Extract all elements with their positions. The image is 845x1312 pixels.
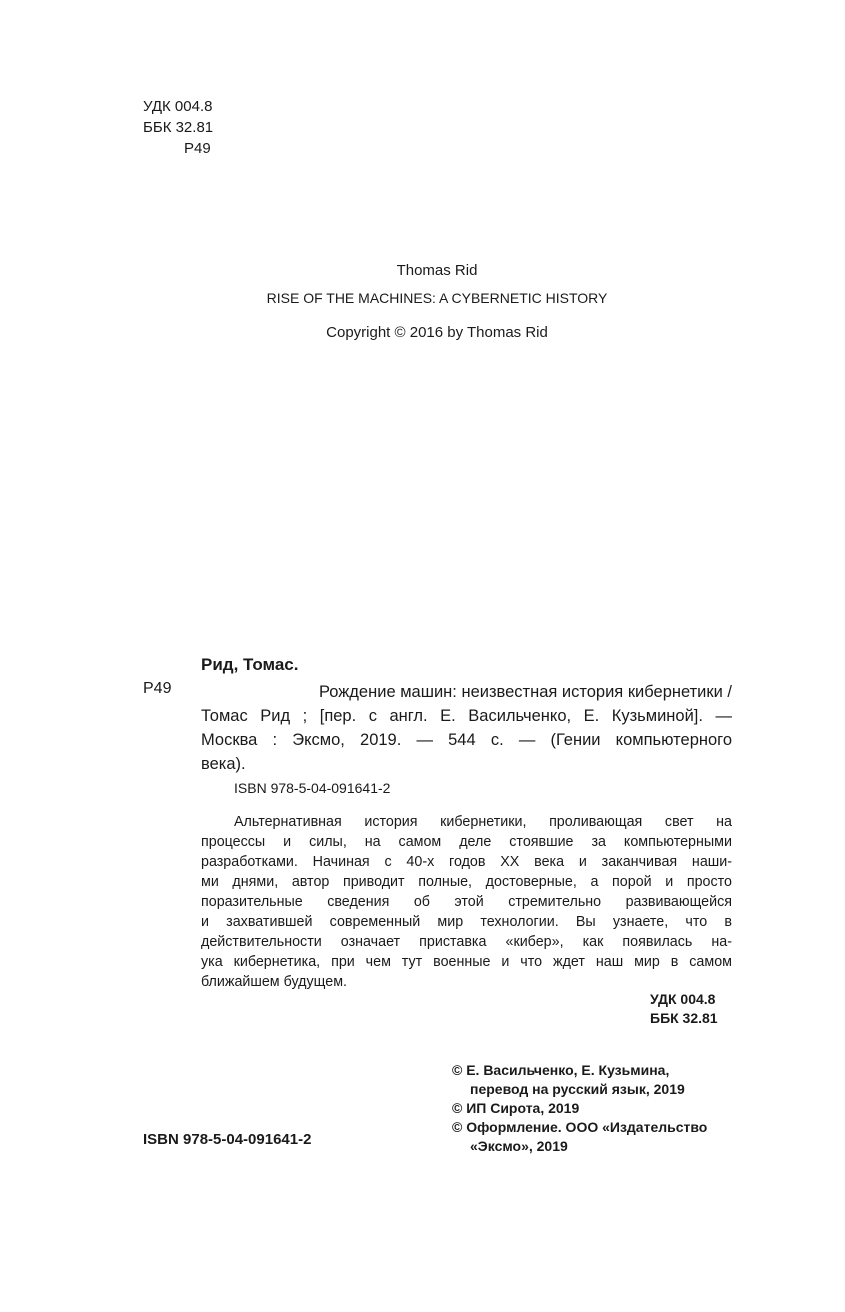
original-copyright: Copyright © 2016 by Thomas Rid bbox=[326, 324, 548, 341]
original-author: Thomas Rid bbox=[396, 262, 478, 279]
annotation-line: ближайшем будущем. bbox=[201, 974, 347, 990]
annotation-line: ми днями, автор приводит полные, достоверные, а порой и просто bbox=[201, 874, 732, 890]
card-title-line: Москва : Эксмо, 2019. — 544 с. — (Гении компьютерного bbox=[201, 731, 732, 749]
card-title-line: Рождение машин: неизвестная история кибернетики / bbox=[319, 683, 732, 701]
copyright-line: «Эксмо», 2019 bbox=[470, 1138, 568, 1154]
annotation-line: процессы и силы, на самом деле стоявшие за компьютерными bbox=[201, 834, 732, 850]
copyright-line: перевод на русский язык, 2019 bbox=[470, 1081, 685, 1097]
copyright-line: © Е. Васильченко, Е. Кузьмина, bbox=[452, 1062, 670, 1078]
card-title-line: Томас Рид ; [пер. с англ. Е. Васильченко, Е. Кузьминой]. — bbox=[201, 707, 732, 725]
udk-code-bottom: УДК 004.8 bbox=[650, 991, 716, 1007]
annotation-line: действительности означает приставка «кибер», как появилась на- bbox=[201, 934, 732, 950]
author-mark-top: Р49 bbox=[184, 140, 211, 157]
annotation-line: ука кибернетика, при чем тут военные и что ждет наш мир в самом bbox=[201, 954, 732, 970]
annotation-line: Альтернативная история кибернетики, проливающая свет на bbox=[234, 814, 732, 830]
annotation-line: поразительные сведения об этой стремительно развивающейся bbox=[201, 894, 732, 910]
udk-code-top: УДК 004.8 bbox=[143, 98, 213, 115]
bbk-code-top: ББК 32.81 bbox=[143, 119, 214, 136]
card-author-heading: Рид, Томас. bbox=[201, 655, 299, 674]
annotation-line: разработками. Начиная с 40-х годов XX века и заканчивая наши- bbox=[201, 854, 732, 870]
card-author-mark: Р49 bbox=[143, 680, 172, 697]
original-title: RISE OF THE MACHINES: A CYBERNETIC HISTORY bbox=[266, 290, 608, 306]
bbk-code-bottom: ББК 32.81 bbox=[650, 1010, 718, 1026]
copyright-line: © ИП Сирота, 2019 bbox=[452, 1100, 580, 1116]
copyright-line: © Оформление. ООО «Издательство bbox=[452, 1119, 708, 1135]
card-isbn: ISBN 978-5-04-091641-2 bbox=[234, 780, 391, 796]
bottom-isbn: ISBN 978-5-04-091641-2 bbox=[143, 1131, 312, 1148]
card-title-line: века). bbox=[201, 755, 246, 773]
annotation-line: и захватившей современный мир технологии. Вы узнаете, что в bbox=[201, 914, 732, 930]
